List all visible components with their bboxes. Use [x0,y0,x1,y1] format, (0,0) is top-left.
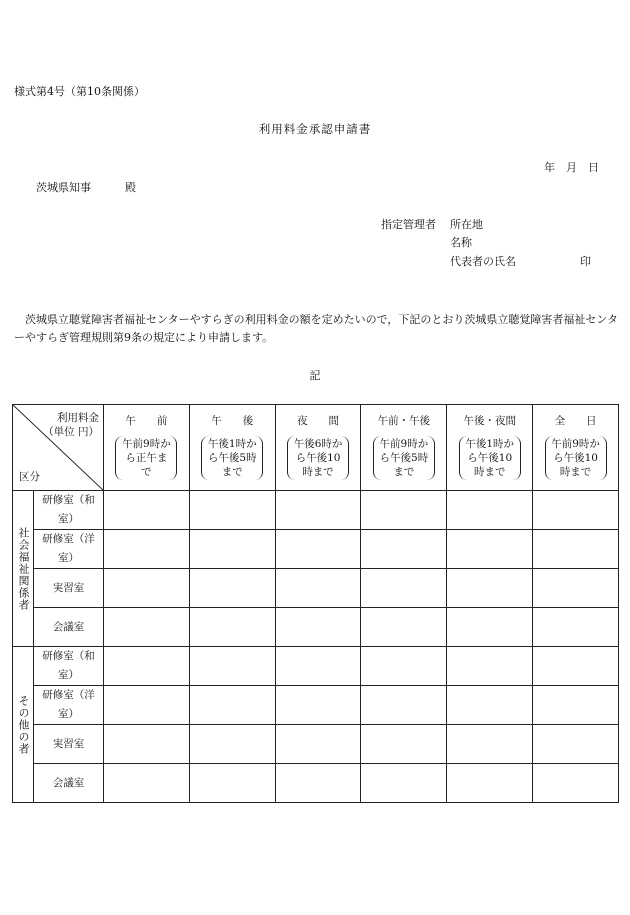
fee-cell[interactable] [361,764,447,803]
representative-label: 代表者の氏名 [450,255,516,268]
fee-cell[interactable] [361,647,447,686]
addressee-suffix: 殿 [125,181,136,194]
fee-cell[interactable] [275,647,361,686]
date-line: 年 月 日 [544,161,599,174]
fee-cell[interactable] [189,569,275,608]
fee-cell[interactable] [275,686,361,725]
fee-cell[interactable] [447,491,533,530]
ki-heading: 記 [309,369,321,382]
fee-cell[interactable] [189,725,275,764]
column-title: 午 前 [125,415,168,427]
column-title: 午後・夜間 [463,415,516,427]
fee-cell[interactable] [361,569,447,608]
group-label-cell [13,647,34,803]
body-text: 茨城県立聴覚障害者福祉センターやすらぎの利用料金の額を定めたいので，下記のとおり茨城県立聴覚障害者福祉センターやすらぎ管理規則第9条の規定により申請します。 [14,313,618,344]
fee-cell[interactable] [533,764,619,803]
fee-cell[interactable] [189,647,275,686]
column-time: 午前9時から午後5時まで [373,436,435,480]
room-label: 実習室 [34,569,104,608]
corner-fee-label [43,411,99,439]
fee-cell[interactable] [361,491,447,530]
room-label: 研修室（洋 室） [34,686,104,725]
fee-label: 利用料金 [57,412,99,424]
column-title: 午前・午後 [377,415,431,427]
fee-cell[interactable] [104,686,190,725]
category-label: 区分 [19,471,40,483]
group-label: その他の者 [17,694,30,755]
address-label: 所在地 [450,218,483,231]
room-label: 研修室（和 室） [34,491,104,530]
fee-cell[interactable] [533,608,619,647]
addressee [36,182,136,193]
document-title: 利用料金承認申請書 [258,122,372,136]
addressee-name: 茨城県知事 [36,181,91,194]
fee-cell[interactable] [104,491,190,530]
fee-cell[interactable] [275,530,361,569]
column-header [447,405,533,491]
room-label: 会議室 [34,608,104,647]
group-label: 社会福祉関係者 [17,526,30,611]
group-label-cell [13,491,34,647]
fee-cell[interactable] [275,764,361,803]
fee-cell[interactable] [447,608,533,647]
fee-cell[interactable] [447,647,533,686]
fee-cell[interactable] [104,608,190,647]
column-header [275,405,361,491]
column-time: 午後6時から午後10時まで [287,436,349,480]
fee-cell[interactable] [104,764,190,803]
fee-cell[interactable] [447,764,533,803]
fee-cell[interactable] [104,530,190,569]
fee-cell[interactable] [447,725,533,764]
table-row [13,491,619,530]
column-time: 午前9時から正午まで [115,436,177,480]
column-header [533,405,619,491]
table-row [13,764,619,803]
fee-cell[interactable] [533,647,619,686]
corner-cell [13,405,104,491]
column-title: 全 日 [554,415,597,427]
column-time: 午後1時から午後5時まで [201,436,263,480]
table-row [13,686,619,725]
fee-cell[interactable] [189,608,275,647]
fee-cell[interactable] [361,608,447,647]
fee-cell[interactable] [189,530,275,569]
fee-cell[interactable] [533,725,619,764]
fee-cell[interactable] [189,686,275,725]
table-row [13,530,619,569]
fee-cell[interactable] [533,569,619,608]
fee-cell[interactable] [533,491,619,530]
fee-cell[interactable] [533,686,619,725]
table-row [13,569,619,608]
fee-cell[interactable] [361,725,447,764]
column-header [104,405,190,491]
fee-cell[interactable] [533,530,619,569]
name-label: 名称 [450,236,472,249]
table-header-row [13,405,619,491]
fee-cell[interactable] [361,686,447,725]
table-row [13,608,619,647]
fee-cell[interactable] [447,530,533,569]
fee-cell[interactable] [275,569,361,608]
fee-cell[interactable] [275,491,361,530]
form-number: 様式第4号（第10条関係） [14,85,145,98]
fee-cell[interactable] [361,530,447,569]
seal-mark: 印 [580,255,591,268]
fee-cell[interactable] [189,764,275,803]
table-row [13,647,619,686]
fee-cell[interactable] [275,725,361,764]
room-label: 研修室（洋 室） [34,530,104,569]
fee-cell[interactable] [447,569,533,608]
column-time: 午後1時から午後10時まで [459,436,521,480]
fee-cell[interactable] [104,647,190,686]
fee-cell[interactable] [189,491,275,530]
column-title: 夜 間 [297,415,340,427]
room-label: 会議室 [34,764,104,803]
applicant-role: 指定管理者 [381,218,436,231]
fee-cell[interactable] [275,608,361,647]
fee-table [12,404,619,803]
table-row [13,725,619,764]
fee-cell[interactable] [104,725,190,764]
room-label: 実習室 [34,725,104,764]
unit-label: （単位 円） [43,426,99,438]
column-header [361,405,447,491]
fee-cell[interactable] [104,569,190,608]
fee-cell[interactable] [447,686,533,725]
room-label: 研修室（和 室） [34,647,104,686]
column-header [189,405,275,491]
column-time: 午前9時から午後10時まで [545,436,607,480]
column-title: 午 後 [211,415,254,427]
